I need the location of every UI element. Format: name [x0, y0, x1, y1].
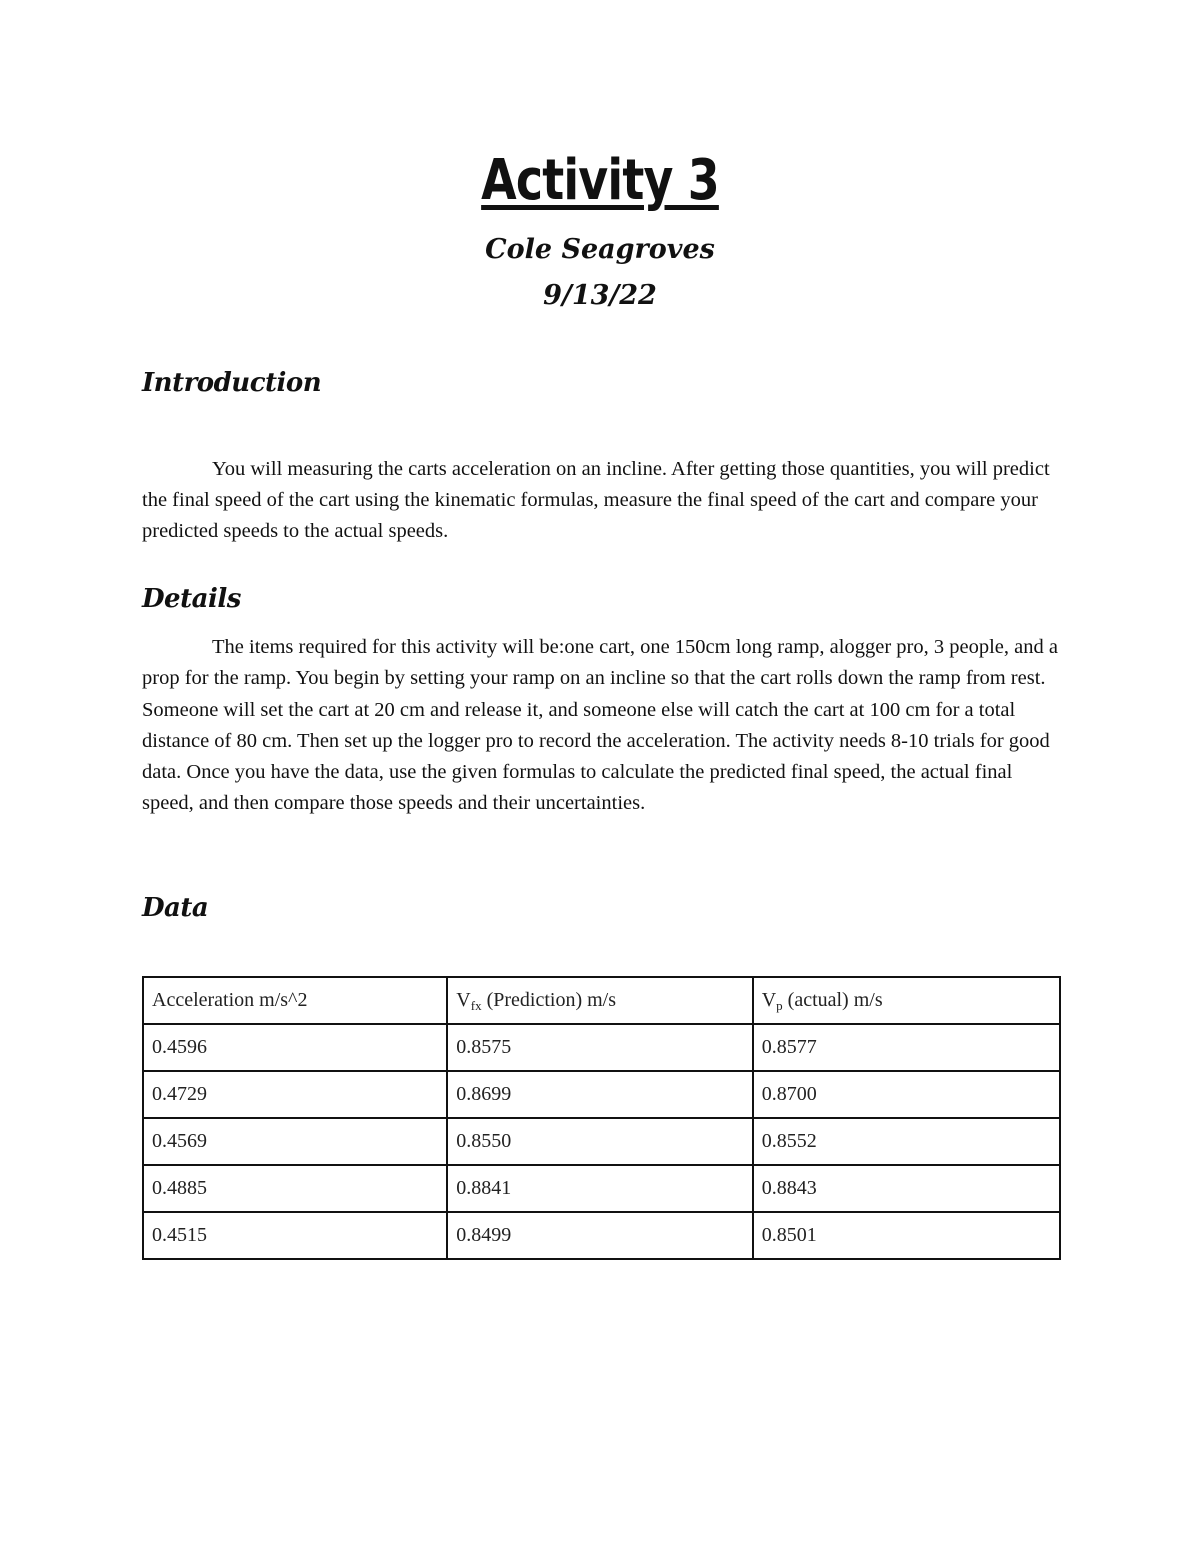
header-prediction	[447, 977, 752, 1024]
acceleration-cell: 0.4569	[143, 1118, 447, 1165]
introduction-paragraph: You will measuring the carts acceleration on an incline. After getting those quantities, you will predict the final speed of the cart using the kinematic formulas, measure the final speed of the cart and compare your predicted speeds to the actual speeds.	[142, 458, 1050, 542]
header-actual-subscript: p	[776, 998, 783, 1013]
table-row	[143, 1212, 1060, 1259]
table-header-row	[143, 977, 1060, 1024]
acceleration-cell: 0.4596	[143, 1024, 447, 1071]
header-actual	[753, 977, 1060, 1024]
table-row	[143, 1165, 1060, 1212]
actual-cell: 0.8552	[753, 1118, 1060, 1165]
table-row	[143, 1071, 1060, 1118]
prediction-cell: 0.8499	[447, 1212, 752, 1259]
actual-cell: 0.8501	[753, 1212, 1060, 1259]
header-actual-label: (actual) m/s	[782, 989, 883, 1011]
data-table	[142, 976, 1061, 1260]
acceleration-cell: 0.4885	[143, 1165, 447, 1212]
table-row	[143, 1024, 1060, 1071]
prediction-cell: 0.8550	[447, 1118, 752, 1165]
table-row	[143, 1118, 1060, 1165]
prediction-cell: 0.8841	[447, 1165, 752, 1212]
actual-cell: 0.8577	[753, 1024, 1060, 1071]
header-prediction-label: (Prediction) m/s	[481, 989, 617, 1011]
actual-cell: 0.8700	[753, 1071, 1060, 1118]
acceleration-cell: 0.4515	[143, 1212, 447, 1259]
document-date: 9/13/22	[543, 280, 657, 311]
header-actual-symbol: V	[761, 989, 777, 1011]
prediction-cell: 0.8575	[447, 1024, 752, 1071]
header-acceleration	[143, 977, 447, 1024]
document-title	[108, 146, 1092, 216]
header-acceleration-label: Acceleration m/s^2	[152, 989, 308, 1011]
title-text: Activity 3	[481, 148, 719, 213]
header-prediction-symbol: V	[456, 989, 471, 1011]
acceleration-cell: 0.4729	[143, 1071, 447, 1118]
author-name: Cole Seagroves	[485, 234, 715, 265]
details-heading: Details	[142, 584, 241, 614]
data-heading: Data	[142, 893, 209, 923]
introduction-heading: Introduction	[142, 368, 322, 398]
details-paragraph: The items required for this activity will be:one cart, one 150cm long ramp, alogger pro, 3 people, and a prop for the ramp. You begin by setting your ramp on an incline so that the cart rolls down the ramp from rest. Someone will set the cart at 20 cm and release it, and someone else will catch the cart at 100 cm for a total distance of 80 cm. Then set up the logger pro to record the acceleration. The activity needs 8-10 trials for good data. Once you have the data, use the given formulas to calculate the predicted final speed, the actual final speed, and then compare those speeds and their uncertainties.	[142, 636, 1058, 815]
header-prediction-subscript: fx	[470, 998, 482, 1013]
actual-cell: 0.8843	[753, 1165, 1060, 1212]
prediction-cell: 0.8699	[447, 1071, 752, 1118]
